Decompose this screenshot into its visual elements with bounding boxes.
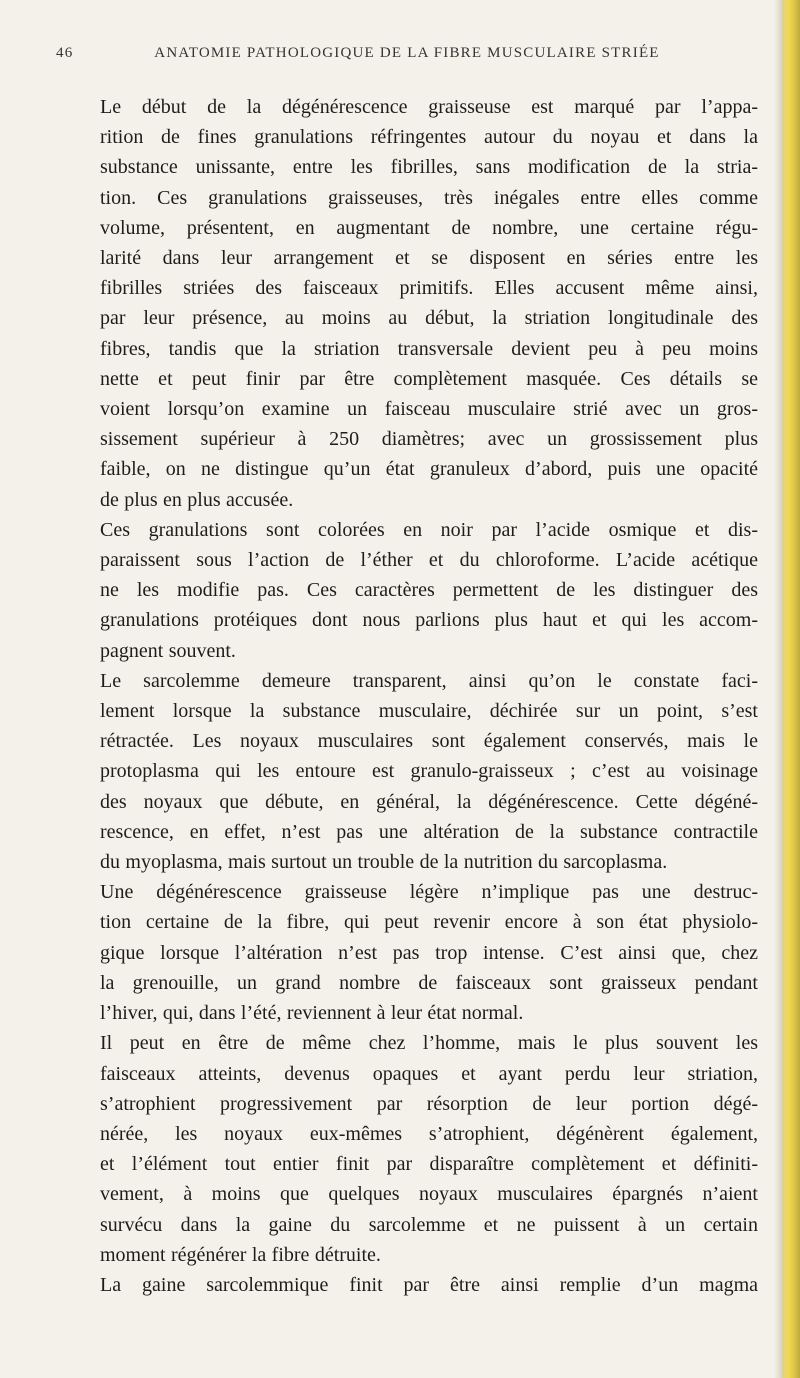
text-line: des noyaux que débute, en général, la dégénérescence. Cette dégéné-	[100, 790, 758, 813]
text-line: ne les modifie pas. Ces caractères permettent de les distinguer des	[100, 579, 758, 602]
text-line: protoplasma qui les entoure est granulo-graisseux ; c’est au voisinage	[100, 760, 758, 783]
text-line: Le début de la dégénérescence graisseuse est marqué par l’appa-	[100, 96, 758, 118]
page-number: 46	[56, 44, 74, 61]
text-line: vement, à moins que quelques noyaux musculaires épargnés n’aient	[100, 1183, 758, 1206]
text-line: du myoplasma, mais surtout un trouble de la nutrition du sarcoplasma.	[100, 851, 668, 874]
running-title: ANATOMIE PATHOLOGIQUE DE LA FIBRE MUSCULAIRE STRIÉE	[154, 44, 660, 61]
page-edge-shadow	[774, 0, 782, 1378]
text-line: l’hiver, qui, dans l’été, reviennent à leur état normal.	[100, 1002, 524, 1025]
text-line: rition de fines granulations réfringentes autour du noyau et dans la	[100, 126, 758, 149]
text-line: moment régénérer la fibre détruite.	[100, 1243, 381, 1266]
page-header	[56, 38, 736, 68]
text-line: larité dans leur arrangement et se disposent en séries entre les	[100, 247, 758, 270]
text-line: s’atrophient progressivement par résorption de leur portion dégé-	[100, 1092, 758, 1115]
paragraph-3	[78, 666, 758, 877]
text-line: voient lorsqu’on examine un faisceau musculaire strié avec un gros-	[100, 398, 758, 421]
text-line: gique lorsque l’altération n’est pas trop intense. C’est ainsi que, chez	[100, 941, 758, 964]
text-line: tion certaine de la fibre, qui peut revenir encore à son état physiolo-	[100, 911, 758, 934]
text-line: Ces granulations sont colorées en noir par l’acide osmique et dis-	[100, 518, 758, 541]
paragraph-5	[78, 1028, 758, 1270]
text-line: nette et peut finir par être complètement masquée. Ces détails se	[100, 367, 758, 390]
page-edge-strip	[782, 0, 800, 1378]
text-line: volume, présentent, en augmentant de nombre, une certaine régu-	[100, 216, 758, 239]
paragraph-6	[78, 1270, 758, 1300]
text-line: survécu dans la gaine du sarcolemme et ne puissent à un certain	[100, 1213, 758, 1236]
text-line: Il peut en être de même chez l’homme, mais le plus souvent les	[100, 1032, 758, 1055]
text-line: faible, on ne distingue qu’un état granuleux d’abord, puis une opacité	[100, 458, 758, 481]
text-line: fibres, tandis que la striation transversale devient peu à peu moins	[100, 337, 758, 360]
text-line: rétractée. Les noyaux musculaires sont également conservés, mais le	[100, 730, 758, 753]
text-line: la grenouille, un grand nombre de faisceaux sont graisseux pendant	[100, 971, 758, 994]
text-line: substance unissante, entre les fibrilles, sans modification de la stria-	[100, 156, 758, 179]
text-line: de plus en plus accusée.	[100, 488, 294, 511]
text-line: et l’élément tout entier finit par disparaître complètement et définiti-	[100, 1153, 758, 1176]
text-line: granulations protéiques dont nous parlions plus haut et qui les accom-	[100, 609, 758, 632]
text-line: par leur présence, au moins au début, la striation longitudinale des	[100, 307, 758, 330]
paragraph-4	[78, 877, 758, 1028]
text-line: Une dégénérescence graisseuse légère n’implique pas une destruc-	[100, 881, 758, 904]
text-line: paraissent sous l’action de l’éther et du chloroforme. L’acide acétique	[100, 549, 758, 572]
text-line: nérée, les noyaux eux-mêmes s’atrophient, dégénèrent également,	[100, 1122, 758, 1145]
text-line: tion. Ces granulations graisseuses, très inégales entre elles comme	[100, 186, 758, 209]
text-line: pagnent souvent.	[100, 639, 236, 662]
text-line: fibrilles striées des faisceaux primitifs. Elles accusent même ainsi,	[100, 277, 758, 300]
text-line: Le sarcolemme demeure transparent, ainsi qu’on le constate faci-	[100, 669, 758, 692]
paragraph-2	[78, 515, 758, 666]
text-line: rescence, en effet, n’est pas une altération de la substance contractile	[100, 820, 758, 843]
paragraph-1	[78, 92, 758, 515]
text-line: lement lorsque la substance musculaire, déchirée sur un point, s’est	[100, 700, 758, 723]
text-line: La gaine sarcolemmique finit par être ainsi remplie d’un magma	[100, 1273, 758, 1296]
body-text	[78, 92, 758, 1300]
text-line: faisceaux atteints, devenus opaques et ayant perdu leur striation,	[100, 1062, 758, 1085]
text-line: sissement supérieur à 250 diamètres; avec un grossissement plus	[100, 428, 758, 451]
